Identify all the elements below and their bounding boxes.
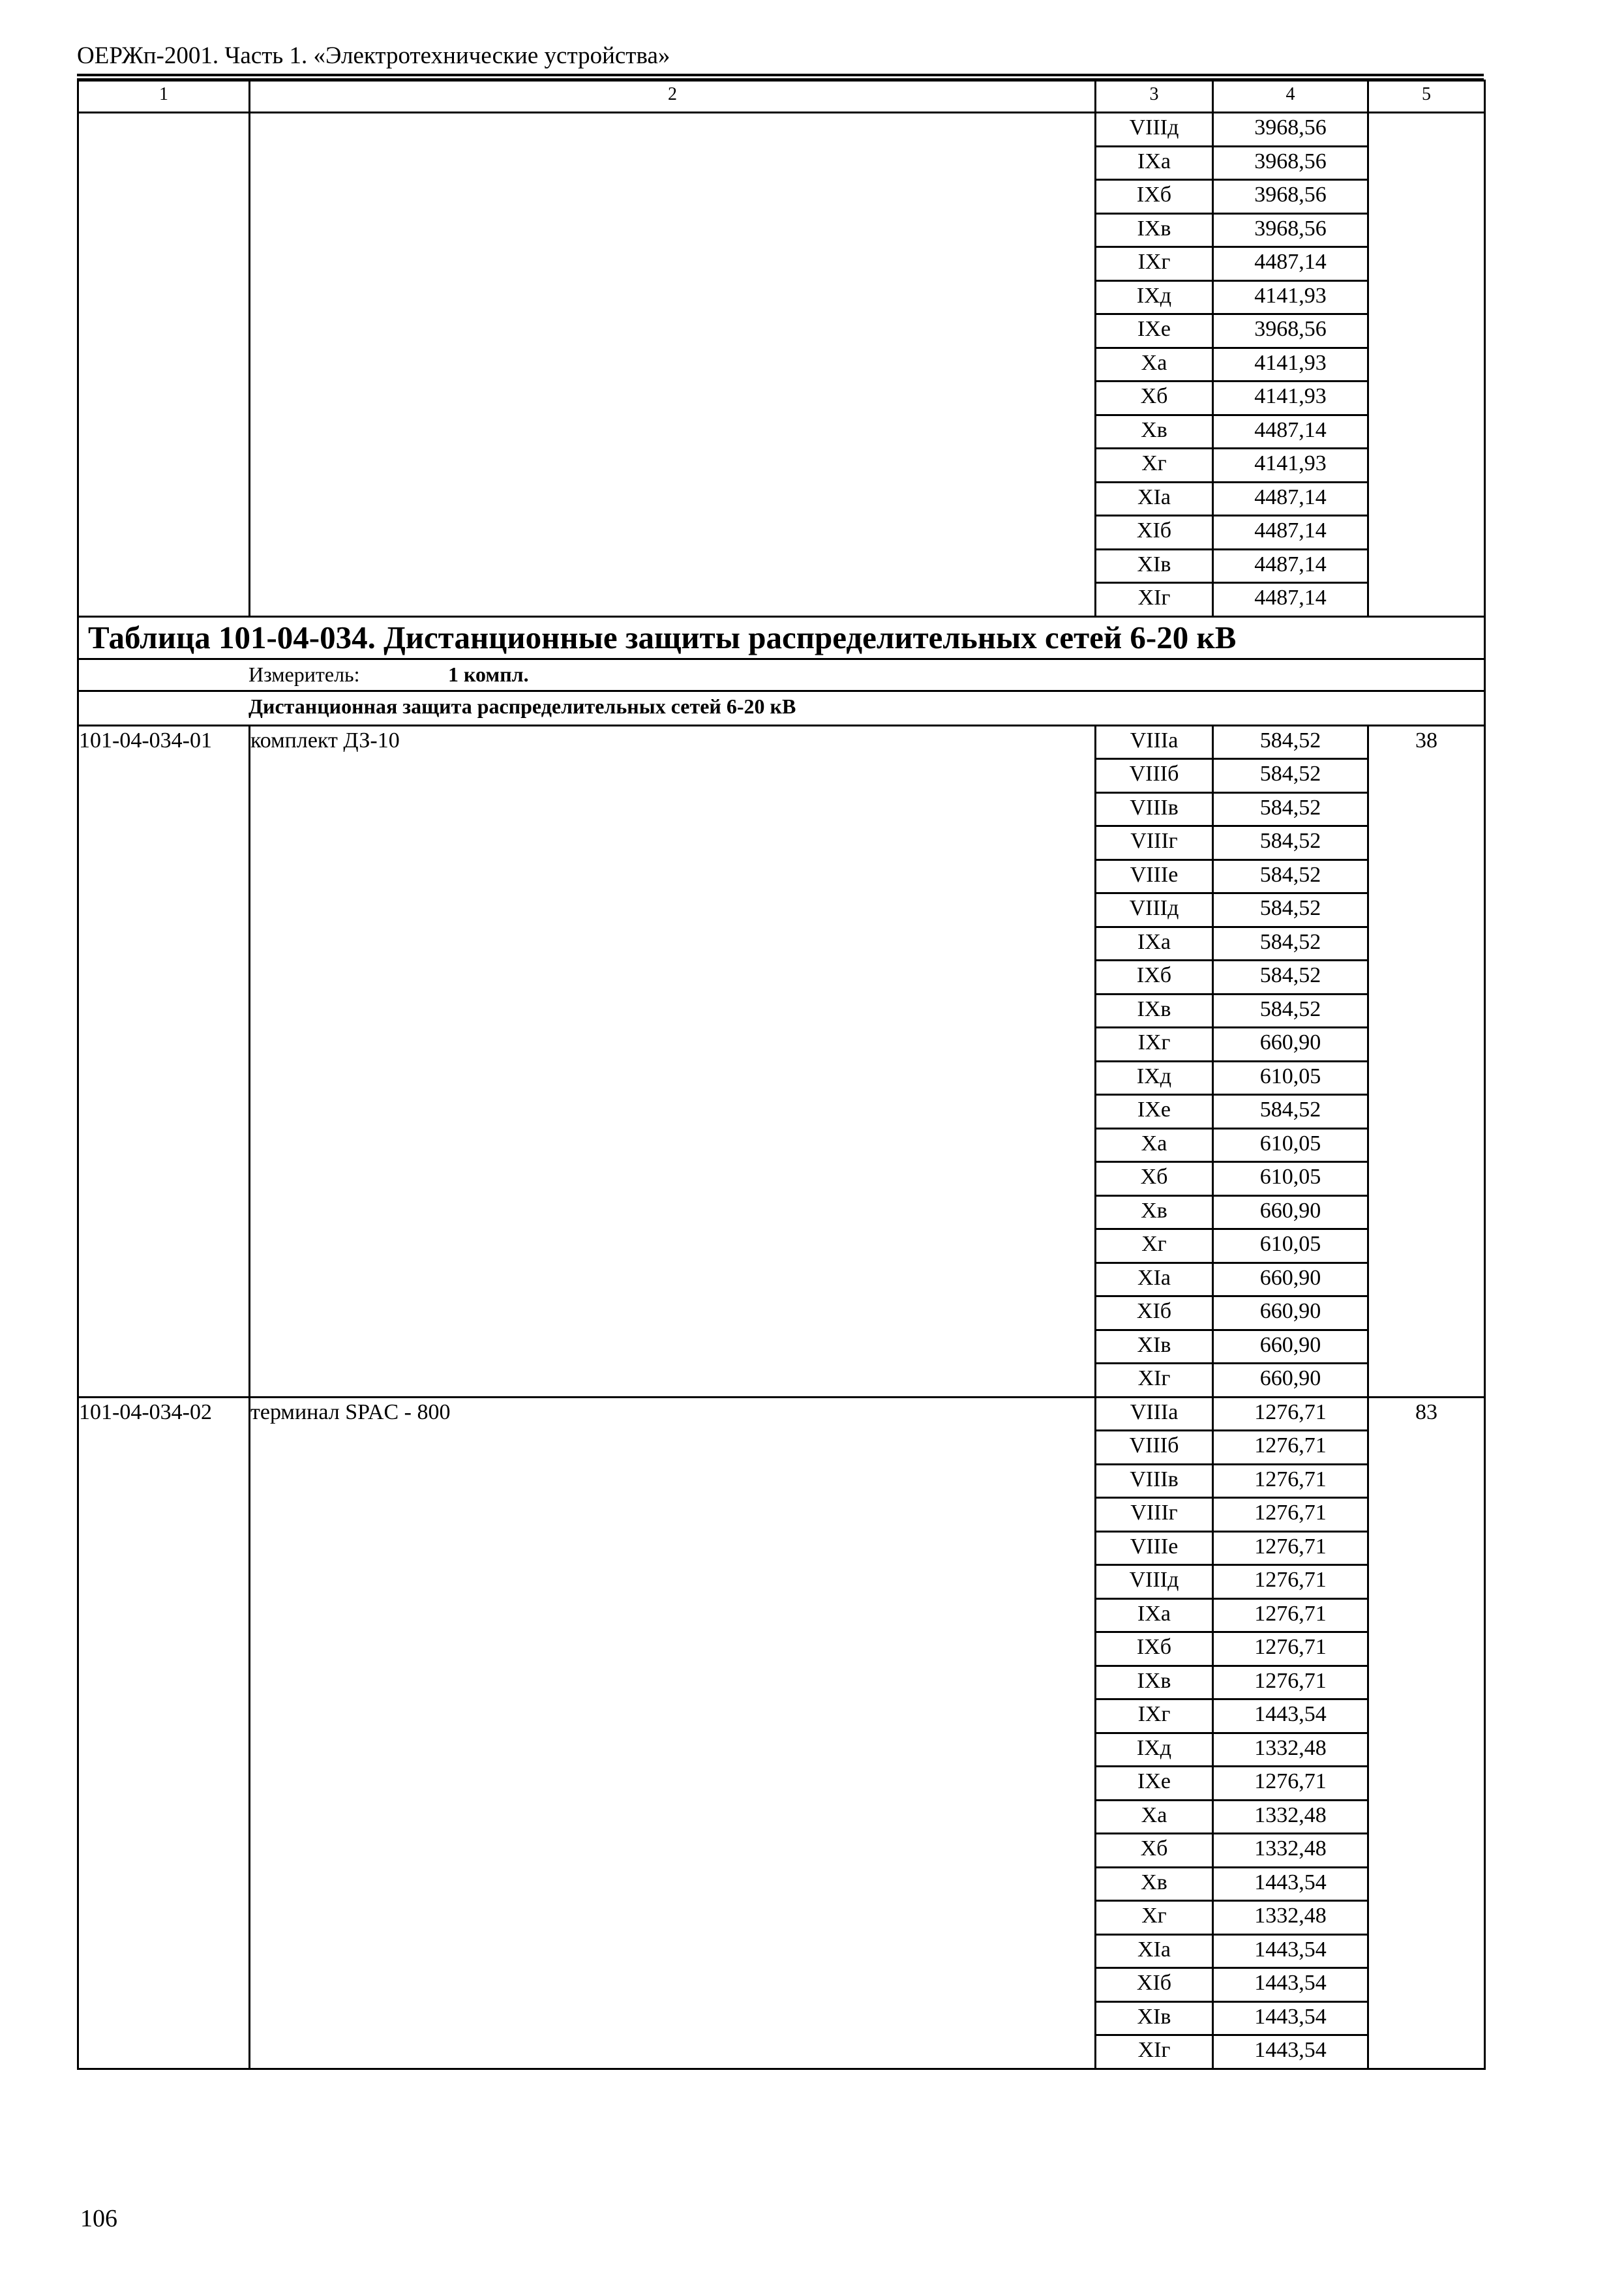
grade-cell: Xв: [1096, 415, 1213, 449]
price-cell: 584,52: [1213, 826, 1368, 860]
price-table-body: [78, 81, 1485, 2069]
grade-cell: VIIIа: [1096, 725, 1213, 759]
price-cell: 610,05: [1213, 1229, 1368, 1263]
price-cell: 584,52: [1213, 961, 1368, 995]
column-number: 1: [78, 81, 250, 113]
grade-cell: IXа: [1096, 146, 1213, 180]
price-cell: 1276,71: [1213, 1464, 1368, 1498]
grade-cell: IXб: [1096, 961, 1213, 995]
price-cell: 610,05: [1213, 1128, 1368, 1162]
price-cell: 1443,54: [1213, 2035, 1368, 2069]
price-cell: 1276,71: [1213, 1498, 1368, 1532]
price-cell: 4141,93: [1213, 348, 1368, 382]
table-row: [78, 1397, 1485, 1431]
grade-cell: Xв: [1096, 1195, 1213, 1229]
price-cell: 3968,56: [1213, 213, 1368, 247]
price-cell: 1332,48: [1213, 1733, 1368, 1767]
section-title: Дистанционная защита распределительных сетей 6-20 кВ: [248, 694, 796, 718]
price-cell: 660,90: [1213, 1296, 1368, 1330]
grade-cell: VIIIг: [1096, 826, 1213, 860]
grade-cell: Xб: [1096, 382, 1213, 415]
grade-cell: VIIIе: [1096, 860, 1213, 893]
price-cell: 584,52: [1213, 725, 1368, 759]
price-cell: 660,90: [1213, 1028, 1368, 1062]
table-row: [78, 113, 1485, 147]
price-cell: 1276,71: [1213, 1666, 1368, 1699]
grade-cell: XIб: [1096, 516, 1213, 550]
price-cell: 610,05: [1213, 1061, 1368, 1095]
column-number: 4: [1213, 81, 1368, 113]
price-cell: 1443,54: [1213, 1867, 1368, 1901]
header-rule-thick: [77, 74, 1484, 76]
grade-cell: IXг: [1096, 1028, 1213, 1062]
measure-value: 1 компл.: [448, 662, 529, 686]
grade-cell: IXе: [1096, 1095, 1213, 1129]
grade-cell: VIIIд: [1096, 1565, 1213, 1599]
col5-cell: [1368, 113, 1485, 617]
page-number: 106: [80, 2205, 117, 2232]
grade-cell: IXв: [1096, 1666, 1213, 1699]
price-cell: 584,52: [1213, 860, 1368, 893]
price-cell: 660,90: [1213, 1364, 1368, 1398]
grade-cell: Xг: [1096, 449, 1213, 483]
grade-cell: IXг: [1096, 247, 1213, 281]
price-cell: 4487,14: [1213, 482, 1368, 516]
col5-cell: 38: [1368, 725, 1485, 1397]
price-cell: 584,52: [1213, 792, 1368, 826]
code-cell: 101-04-034-01: [78, 725, 250, 1397]
grade-cell: VIIIв: [1096, 792, 1213, 826]
grade-cell: Xа: [1096, 1800, 1213, 1834]
price-cell: 1332,48: [1213, 1901, 1368, 1935]
table-title: Таблица 101-04-034. Дистанционные защиты распределительных сетей 6-20 кВ: [78, 616, 1485, 659]
grade-cell: VIIIб: [1096, 1431, 1213, 1465]
price-cell: 4487,14: [1213, 415, 1368, 449]
grade-cell: IXд: [1096, 1733, 1213, 1767]
column-number-row: [78, 81, 1485, 113]
price-cell: 1443,54: [1213, 1934, 1368, 1968]
price-cell: 3968,56: [1213, 113, 1368, 147]
grade-cell: IXе: [1096, 314, 1213, 348]
price-cell: 1443,54: [1213, 1968, 1368, 2002]
section-cell: [78, 691, 1485, 725]
grade-cell: VIIIг: [1096, 1498, 1213, 1532]
price-cell: 584,52: [1213, 759, 1368, 793]
grade-cell: XIб: [1096, 1968, 1213, 2002]
grade-cell: XIв: [1096, 549, 1213, 583]
grade-cell: VIIIб: [1096, 759, 1213, 793]
grade-cell: IXв: [1096, 994, 1213, 1028]
price-table: [77, 80, 1486, 2070]
grade-cell: VIIIа: [1096, 1397, 1213, 1431]
grade-cell: VIIIд: [1096, 113, 1213, 147]
price-cell: 3968,56: [1213, 314, 1368, 348]
price-cell: 1276,71: [1213, 1598, 1368, 1632]
price-cell: 584,52: [1213, 1095, 1368, 1129]
grade-cell: IXг: [1096, 1699, 1213, 1733]
price-cell: 4487,14: [1213, 247, 1368, 281]
grade-cell: XIв: [1096, 1330, 1213, 1364]
price-cell: 584,52: [1213, 994, 1368, 1028]
name-cell: терминал SPAC - 800: [250, 1397, 1096, 2069]
grade-cell: IXд: [1096, 280, 1213, 314]
code-cell: 101-04-034-02: [78, 1397, 250, 2069]
grade-cell: Xб: [1096, 1162, 1213, 1196]
grade-cell: XIа: [1096, 1934, 1213, 1968]
price-cell: 1332,48: [1213, 1834, 1368, 1868]
grade-cell: XIа: [1096, 482, 1213, 516]
grade-cell: Xа: [1096, 348, 1213, 382]
price-cell: 4141,93: [1213, 382, 1368, 415]
grade-cell: XIг: [1096, 583, 1213, 617]
grade-cell: IXв: [1096, 213, 1213, 247]
price-cell: 3968,56: [1213, 180, 1368, 214]
price-cell: 584,52: [1213, 927, 1368, 961]
running-header: ОЕРЖп-2001. Часть 1. «Электротехнические устройства»: [77, 42, 670, 69]
price-cell: 1276,71: [1213, 1767, 1368, 1801]
measure-cell: [78, 659, 1485, 691]
grade-cell: IXа: [1096, 1598, 1213, 1632]
price-cell: 3968,56: [1213, 146, 1368, 180]
grade-cell: XIг: [1096, 1364, 1213, 1398]
table-row: [78, 725, 1485, 759]
column-number: 5: [1368, 81, 1485, 113]
table-title-row: [78, 616, 1485, 659]
price-cell: 1276,71: [1213, 1632, 1368, 1666]
price-cell: 1276,71: [1213, 1565, 1368, 1599]
price-cell: 1443,54: [1213, 1699, 1368, 1733]
price-cell: 610,05: [1213, 1162, 1368, 1196]
price-cell: 1276,71: [1213, 1531, 1368, 1565]
price-cell: 584,52: [1213, 893, 1368, 927]
price-cell: 4487,14: [1213, 583, 1368, 617]
price-cell: 660,90: [1213, 1195, 1368, 1229]
name-cell: комплект ДЗ-10: [250, 725, 1096, 1397]
grade-cell: XIб: [1096, 1296, 1213, 1330]
grade-cell: VIIIе: [1096, 1531, 1213, 1565]
code-cell: [78, 113, 250, 617]
grade-cell: IXб: [1096, 180, 1213, 214]
name-cell: [250, 113, 1096, 617]
price-cell: 1332,48: [1213, 1800, 1368, 1834]
column-number: 2: [250, 81, 1096, 113]
price-cell: 4141,93: [1213, 449, 1368, 483]
price-cell: 660,90: [1213, 1330, 1368, 1364]
grade-cell: VIIIд: [1096, 893, 1213, 927]
grade-cell: IXа: [1096, 927, 1213, 961]
grade-cell: IXб: [1096, 1632, 1213, 1666]
grade-cell: IXд: [1096, 1061, 1213, 1095]
price-cell: 1276,71: [1213, 1431, 1368, 1465]
grade-cell: Xб: [1096, 1834, 1213, 1868]
grade-cell: XIа: [1096, 1263, 1213, 1296]
grade-cell: Xг: [1096, 1901, 1213, 1935]
col5-cell: 83: [1368, 1397, 1485, 2069]
price-cell: 4487,14: [1213, 549, 1368, 583]
price-cell: 660,90: [1213, 1263, 1368, 1296]
measure-row: [78, 659, 1485, 691]
price-cell: 4487,14: [1213, 516, 1368, 550]
grade-cell: Xв: [1096, 1867, 1213, 1901]
price-cell: 1276,71: [1213, 1397, 1368, 1431]
price-cell: 4141,93: [1213, 280, 1368, 314]
grade-cell: XIв: [1096, 2001, 1213, 2035]
grade-cell: XIг: [1096, 2035, 1213, 2069]
grade-cell: Xа: [1096, 1128, 1213, 1162]
grade-cell: IXе: [1096, 1767, 1213, 1801]
section-row: [78, 691, 1485, 725]
price-cell: 1443,54: [1213, 2001, 1368, 2035]
measure-label: Измеритель:: [248, 662, 360, 686]
grade-cell: VIIIв: [1096, 1464, 1213, 1498]
grade-cell: Xг: [1096, 1229, 1213, 1263]
column-number: 3: [1096, 81, 1213, 113]
